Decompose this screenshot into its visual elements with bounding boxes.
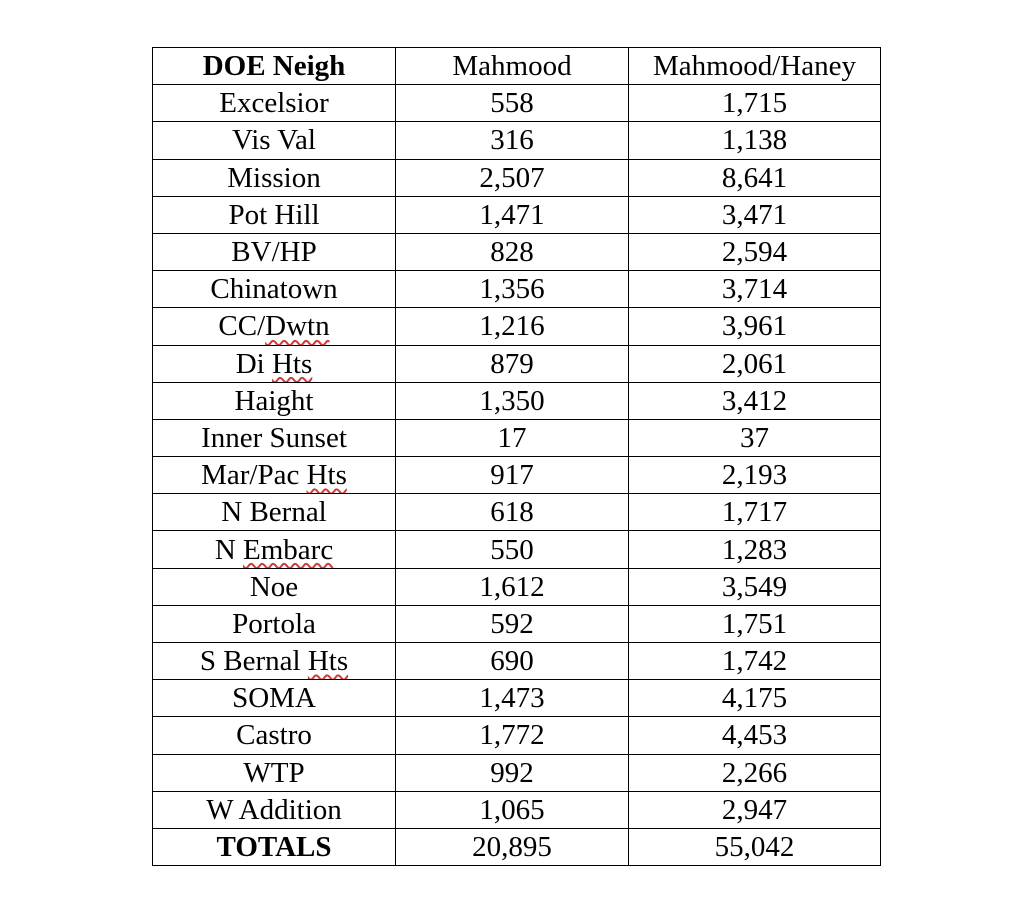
cell-mahmood-haney: 1,283 [629, 531, 881, 568]
cell-neighborhood [153, 159, 396, 196]
neighborhood-text: SOMA [232, 682, 316, 715]
cell-neighborhood [153, 271, 396, 308]
cell-mahmood: 1,612 [396, 568, 629, 605]
cell-mahmood-haney: 3,549 [629, 568, 881, 605]
totals-row [153, 828, 881, 865]
table-row [153, 457, 881, 494]
cell-neighborhood [153, 531, 396, 568]
cell-mahmood: 992 [396, 754, 629, 791]
table-row [153, 122, 881, 159]
cell-mahmood-haney: 3,714 [629, 271, 881, 308]
cell-mahmood-haney: 1,138 [629, 122, 881, 159]
header-mahmood-haney: Mahmood/Haney [629, 48, 881, 85]
table-row [153, 196, 881, 233]
neighborhood-text: Mar/Pac [201, 459, 307, 492]
neighborhood-text: Haight [234, 384, 314, 417]
cell-neighborhood [153, 308, 396, 345]
cell-mahmood: 550 [396, 531, 629, 568]
cell-neighborhood [153, 643, 396, 680]
table-row [153, 271, 881, 308]
neighborhood-text: S Bernal [199, 645, 308, 678]
neighborhood-text: Portola [232, 607, 316, 640]
cell-neighborhood [153, 791, 396, 828]
cell-mahmood: 316 [396, 122, 629, 159]
cell-mahmood: 1,350 [396, 382, 629, 419]
cell-mahmood: 1,356 [396, 271, 629, 308]
header-row [153, 48, 881, 85]
header-neighborhood: DOE Neigh [153, 48, 396, 85]
table-row [153, 791, 881, 828]
cell-mahmood-haney: 1,742 [629, 643, 881, 680]
table-row [153, 233, 881, 270]
results-table [152, 47, 881, 866]
spellcheck-flagged-text: Embarc [243, 533, 334, 566]
cell-mahmood-haney: 3,412 [629, 382, 881, 419]
spellcheck-flagged-text: Hts [306, 459, 347, 492]
cell-mahmood: 592 [396, 605, 629, 642]
table-row [153, 605, 881, 642]
cell-mahmood-haney: 3,471 [629, 196, 881, 233]
neighborhood-text: N [214, 533, 244, 566]
neighborhood-text: WTP [243, 756, 305, 789]
cell-mahmood-haney: 2,594 [629, 233, 881, 270]
neighborhood-text: Chinatown [210, 273, 338, 306]
spellcheck-flagged-text: Hts [271, 347, 313, 380]
table-row [153, 382, 881, 419]
table-row [153, 308, 881, 345]
table-row [153, 568, 881, 605]
spellcheck-flagged-text: Hts [307, 645, 349, 678]
neighborhood-text: Castro [236, 719, 312, 752]
cell-mahmood: 1,471 [396, 196, 629, 233]
totals-label: TOTALS [153, 828, 396, 865]
cell-mahmood: 917 [396, 457, 629, 494]
cell-mahmood-haney: 1,715 [629, 85, 881, 122]
cell-mahmood: 618 [396, 494, 629, 531]
cell-neighborhood [153, 345, 396, 382]
cell-mahmood-haney: 2,266 [629, 754, 881, 791]
cell-mahmood: 1,473 [396, 680, 629, 717]
neighborhood-text: CC/ [218, 310, 266, 343]
cell-mahmood-haney: 4,453 [629, 717, 881, 754]
table-row [153, 85, 881, 122]
cell-mahmood-haney: 37 [629, 419, 881, 456]
cell-neighborhood [153, 457, 396, 494]
neighborhood-text: BV/HP [231, 236, 317, 269]
totals-mahmood: 20,895 [396, 828, 629, 865]
table-row [153, 643, 881, 680]
cell-neighborhood [153, 717, 396, 754]
header-mahmood: Mahmood [396, 48, 629, 85]
table-row [153, 345, 881, 382]
table-row [153, 680, 881, 717]
cell-neighborhood [153, 680, 396, 717]
table-row [153, 419, 881, 456]
neighborhood-text: Vis Val [232, 124, 316, 157]
cell-neighborhood [153, 85, 396, 122]
cell-mahmood: 828 [396, 233, 629, 270]
totals-mahmood-haney: 55,042 [629, 828, 881, 865]
table-row [153, 494, 881, 531]
cell-neighborhood [153, 494, 396, 531]
cell-mahmood: 879 [396, 345, 629, 382]
cell-mahmood: 558 [396, 85, 629, 122]
neighborhood-text: Mission [227, 161, 321, 194]
table-body [153, 85, 881, 829]
cell-neighborhood [153, 196, 396, 233]
table-row [153, 754, 881, 791]
neighborhood-text: Pot Hill [228, 198, 320, 231]
neighborhood-text: Inner Sunset [201, 421, 347, 454]
cell-mahmood-haney: 2,947 [629, 791, 881, 828]
cell-mahmood-haney: 1,751 [629, 605, 881, 642]
cell-mahmood: 2,507 [396, 159, 629, 196]
cell-neighborhood [153, 419, 396, 456]
cell-neighborhood [153, 233, 396, 270]
cell-mahmood-haney: 4,175 [629, 680, 881, 717]
cell-neighborhood [153, 382, 396, 419]
cell-mahmood-haney: 1,717 [629, 494, 881, 531]
cell-mahmood-haney: 2,061 [629, 345, 881, 382]
cell-neighborhood [153, 754, 396, 791]
table-row [153, 717, 881, 754]
cell-mahmood: 1,216 [396, 308, 629, 345]
neighborhood-text: W Addition [206, 793, 342, 826]
cell-mahmood: 1,065 [396, 791, 629, 828]
cell-mahmood: 690 [396, 643, 629, 680]
cell-mahmood: 1,772 [396, 717, 629, 754]
cell-neighborhood [153, 122, 396, 159]
cell-mahmood: 17 [396, 419, 629, 456]
neighborhood-text: Noe [249, 570, 299, 603]
neighborhood-text: N Bernal [221, 496, 327, 529]
cell-neighborhood [153, 568, 396, 605]
table-row [153, 531, 881, 568]
spellcheck-flagged-text: Dwtn [265, 310, 330, 343]
table-row [153, 159, 881, 196]
cell-mahmood-haney: 2,193 [629, 457, 881, 494]
neighborhood-text: Di [235, 347, 272, 380]
cell-neighborhood [153, 605, 396, 642]
cell-mahmood-haney: 3,961 [629, 308, 881, 345]
cell-mahmood-haney: 8,641 [629, 159, 881, 196]
neighborhood-text: Excelsior [219, 87, 329, 120]
